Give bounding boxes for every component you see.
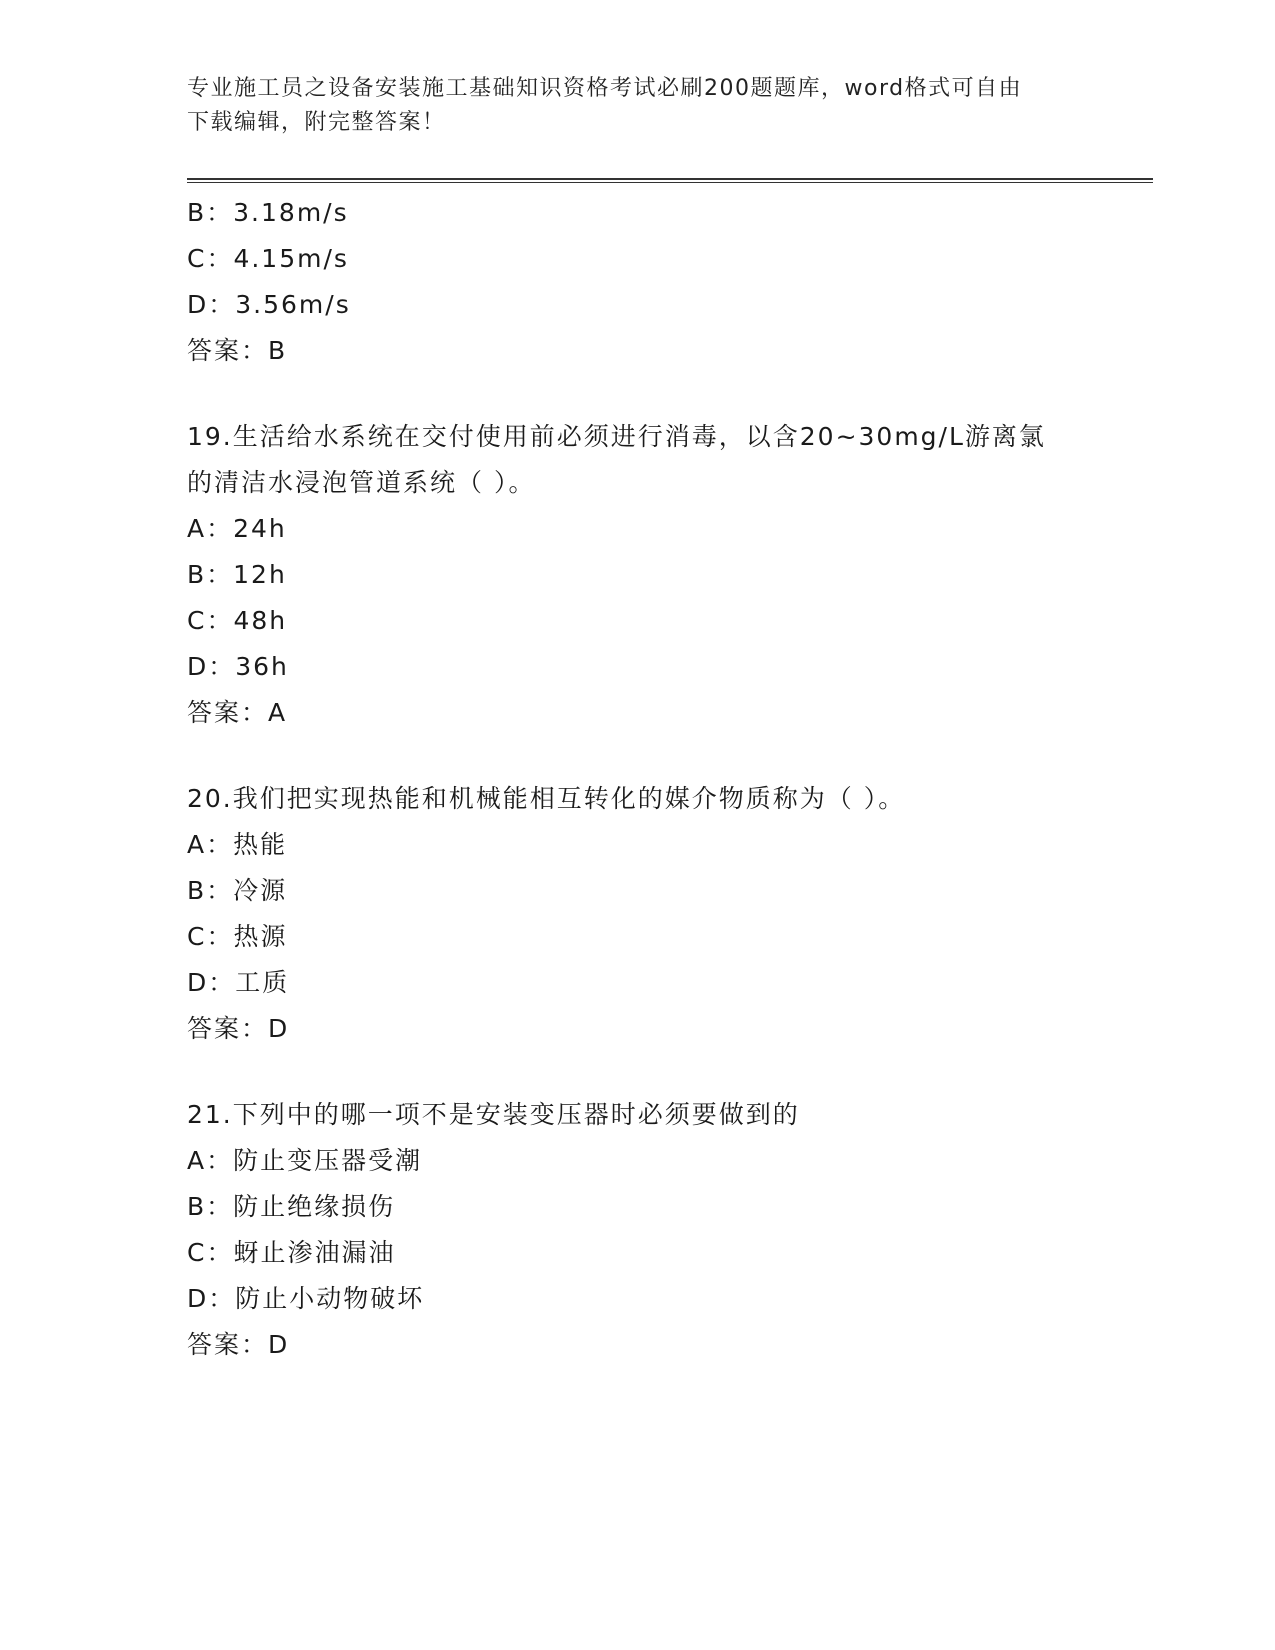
option-c: C：4.15m/s bbox=[187, 244, 349, 273]
option-d: D：3.56m/s bbox=[187, 290, 351, 319]
question-stem-line-1: 19.生活给水系统在交付使用前必须进行消毒，以含20~30mg/L游离氯 bbox=[187, 422, 1046, 451]
question-18-continued bbox=[187, 190, 1087, 374]
option-a: A：热能 bbox=[187, 830, 288, 859]
answer: 答案：D bbox=[187, 1330, 290, 1359]
answer: 答案：B bbox=[187, 336, 288, 365]
page-header bbox=[187, 72, 1087, 140]
question-20 bbox=[187, 776, 1087, 1052]
header-title-line-2: 下载编辑，附完整答案！ bbox=[187, 110, 446, 135]
header-title-line-1: 专业施工员之设备安装施工基础知识资格考试必刷200题题库，word格式可自由 bbox=[187, 76, 1023, 101]
header-divider bbox=[187, 178, 1153, 183]
option-d: D：工质 bbox=[187, 968, 290, 997]
answer: 答案：D bbox=[187, 1014, 290, 1043]
option-b: B：3.18m/s bbox=[187, 198, 349, 227]
spacer bbox=[187, 1052, 1087, 1092]
spacer bbox=[187, 736, 1087, 776]
question-19 bbox=[187, 414, 1087, 736]
question-stem: 20.我们把实现热能和机械能相互转化的媒介物质称为（ ）。 bbox=[187, 784, 906, 813]
option-c: C：蚜止渗油漏油 bbox=[187, 1238, 396, 1267]
option-d: D：36h bbox=[187, 652, 289, 681]
option-b: B：防止绝缘损伤 bbox=[187, 1192, 396, 1221]
spacer bbox=[187, 374, 1087, 414]
option-b: B：冷源 bbox=[187, 876, 288, 905]
option-b: B：12h bbox=[187, 560, 287, 589]
option-a: A：24h bbox=[187, 514, 287, 543]
question-stem: 21.下列中的哪一项不是安装变压器时必须要做到的 bbox=[187, 1100, 800, 1129]
option-d: D：防止小动物破坏 bbox=[187, 1284, 425, 1313]
option-a: A：防止变压器受潮 bbox=[187, 1146, 423, 1175]
question-stem-line-2: 的清洁水浸泡管道系统（ ）。 bbox=[187, 468, 536, 497]
answer: 答案：A bbox=[187, 698, 288, 727]
question-21 bbox=[187, 1092, 1087, 1368]
option-c: C：热源 bbox=[187, 922, 288, 951]
question-list bbox=[187, 190, 1087, 1368]
option-c: C：48h bbox=[187, 606, 288, 635]
